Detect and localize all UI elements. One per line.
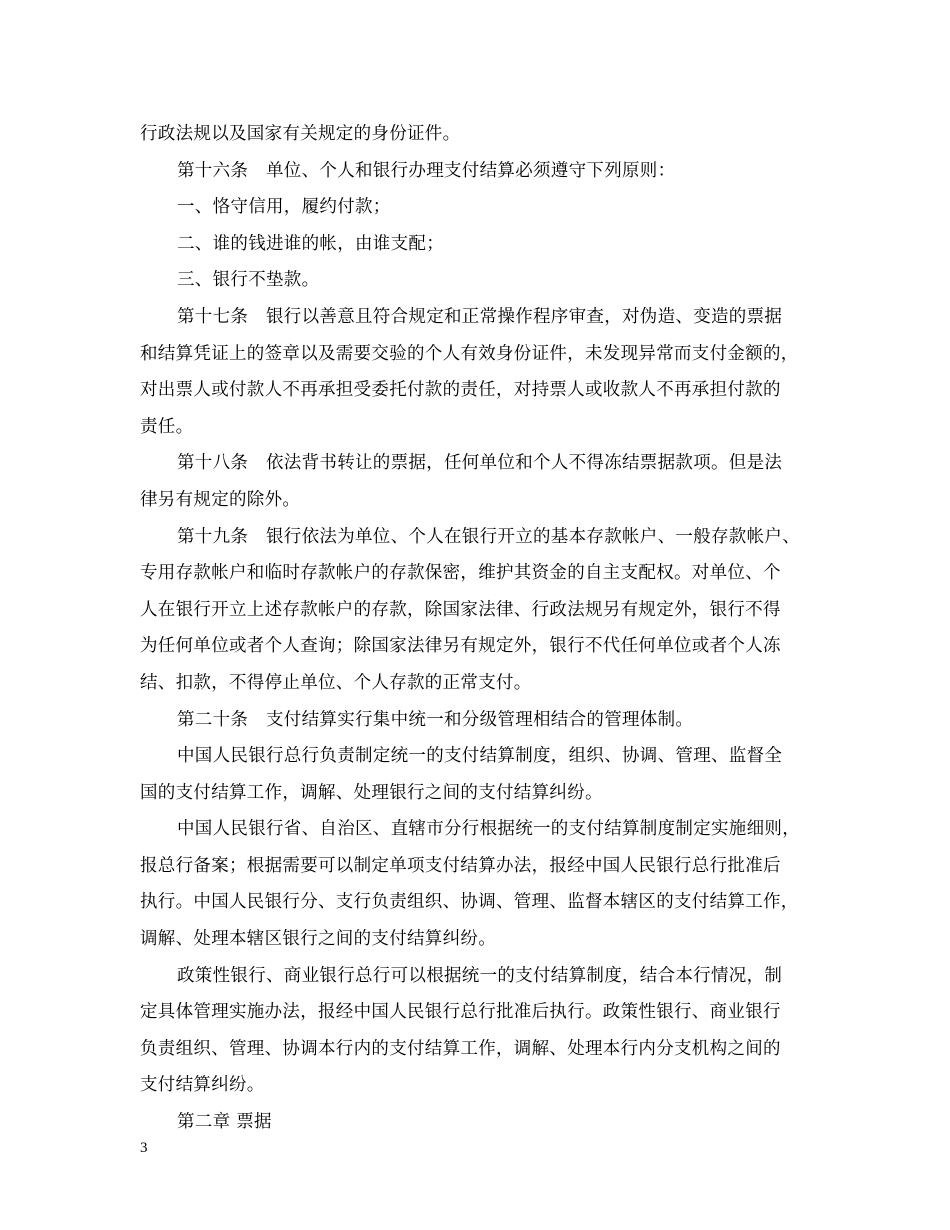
- text-line: 第十八条 依法背书转让的票据，任何单位和个人不得冻结票据款项。但是法: [177, 453, 783, 474]
- text-line: 一、恪守信用，履约付款；: [177, 197, 391, 218]
- text-line: 为任何单位或者个人查询；除国家法律另有规定外，银行不代任何单位或者个人冻: [140, 636, 781, 657]
- text-line: 负责组织、管理、协调本行内的支付结算工作，调解、处理本行内分支机构之间的: [140, 1038, 781, 1059]
- paragraph: [140, 262, 818, 299]
- text-line: 第十六条 单位、个人和银行办理支付结算必须遵守下列原则：: [177, 160, 676, 181]
- paragraph: [140, 958, 818, 1104]
- paragraph: [140, 1104, 818, 1141]
- paragraph: [140, 445, 818, 518]
- paragraph: [140, 811, 818, 957]
- paragraph: [140, 189, 818, 226]
- text-line: 中国人民银行总行负责制定统一的支付结算制度，组织、协调、管理、监督全: [177, 746, 783, 767]
- text-line: 和结算凭证上的签章以及需要交验的个人有效身份证件，未发现异常而支付金额的，: [140, 343, 799, 364]
- text-line: 第二章 票据: [177, 1112, 272, 1133]
- text-line: 第十七条 银行以善意且符合规定和正常操作程序审查，对伪造、变造的票据: [177, 306, 783, 327]
- text-line: 结、扣款，不得停止单位、个人存款的正常支付。: [140, 672, 532, 693]
- paragraph: [140, 299, 818, 445]
- page-number: 3: [140, 1140, 148, 1156]
- text-line: 对出票人或付款人不再承担受委托付款的责任，对持票人或收款人不再承担付款的: [140, 380, 781, 401]
- paragraph: [140, 519, 818, 702]
- text-line: 支付结算纠纷。: [140, 1075, 265, 1096]
- text-line: 中国人民银行省、自治区、直辖市分行根据统一的支付结算制度制定实施细则，: [177, 819, 800, 840]
- paragraph: [140, 153, 818, 190]
- text-line: 责任。: [140, 416, 194, 437]
- text-line: 第十九条 银行依法为单位、个人在银行开立的基本存款帐户、一般存款帐户、: [177, 526, 800, 547]
- text-line: 人在银行开立上述存款帐户的存款，除国家法律、行政法规另有规定外，银行不得: [140, 599, 781, 620]
- text-line: 调解、处理本辖区银行之间的支付结算纠纷。: [140, 929, 496, 950]
- text-line: 二、谁的钱进谁的帐，由谁支配；: [177, 233, 444, 254]
- document-body: [140, 116, 818, 1141]
- paragraph: [140, 738, 818, 811]
- text-line: 专用存款帐户和临时存款帐户的存款保密，维护其资金的自主支配权。对单位、个: [140, 563, 781, 584]
- text-line: 执行。中国人民银行分、支行负责组织、协调、管理、监督本辖区的支付结算工作，: [140, 892, 799, 913]
- paragraph: [140, 116, 818, 153]
- text-line: 定具体管理实施办法，报经中国人民银行总行批准后执行。政策性银行、商业银行: [140, 1002, 781, 1023]
- text-line: 三、银行不垫款。: [177, 270, 320, 291]
- text-line: 行政法规以及国家有关规定的身份证件。: [140, 124, 461, 144]
- text-line: 报总行备案；根据需要可以制定单项支付结算办法，报经中国人民银行总行批准后: [140, 855, 781, 876]
- text-line: 政策性银行、商业银行总行可以根据统一的支付结算制度，结合本行情况，制: [177, 965, 783, 986]
- text-line: 律另有规定的除外。: [140, 489, 301, 510]
- text-line: 第二十条 支付结算实行集中统一和分级管理相结合的管理体制。: [177, 709, 694, 730]
- paragraph: [140, 226, 818, 263]
- paragraph: [140, 702, 818, 739]
- text-line: 国的支付结算工作，调解、处理银行之间的支付结算纠纷。: [140, 782, 603, 803]
